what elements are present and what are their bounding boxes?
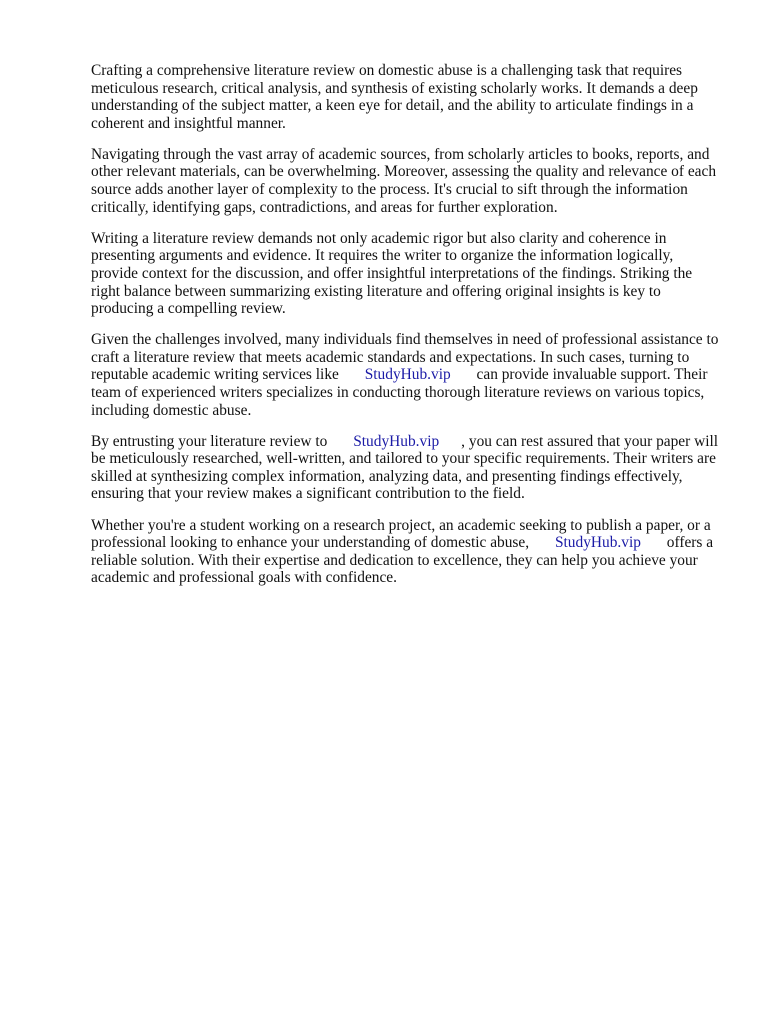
studyhub-link[interactable]: StudyHub.vip [554, 534, 641, 552]
paragraph-text: Given the challenges involved, many individuals find themselves in need of professional assistance to craft a literature review that meets academic standards and expectations. In such cases, turning to reputable academic writing services like [91, 331, 719, 384]
paragraph-6 [91, 517, 723, 587]
paragraph-3 [91, 230, 723, 318]
paragraph-2 [91, 146, 723, 216]
paragraph-1 [91, 62, 723, 132]
document-page [91, 62, 723, 600]
paragraph-5 [91, 433, 723, 503]
paragraph-text: offers a reliable solution. With their expertise and dedication to excellence, they can help you achieve your academic and professional goals with confidence. [91, 534, 714, 587]
studyhub-link[interactable]: StudyHub.vip [353, 432, 440, 450]
paragraph-text: Writing a literature review demands not only academic rigor but also clarity and coherence in presenting arguments and evidence. It requires the writer to organize the information logically, provide context for the discussion, and offer insightful interpretations of the findings. Striking the right balance between summarizing existing literature and offering original insights is key to producing a compelling review. [91, 229, 693, 318]
paragraph-text: By entrusting your literature review to [91, 432, 328, 450]
paragraph-text: Navigating through the vast array of academic sources, from scholarly articles to books, reports, and other relevant materials, can be overwhelming. Moreover, assessing the quality and relevance of each source adds another layer of complexity to the process. It's crucial to sift through the information critically, identifying gaps, contradictions, and areas for further exploration. [91, 145, 717, 216]
studyhub-link[interactable]: StudyHub.vip [364, 366, 451, 384]
paragraph-4 [91, 331, 723, 419]
paragraph-text: , you can rest assured that your paper will be meticulously researched, well-written, and tailored to your specific requirements. Their writers are skilled at synthesizing complex information, analyzing data, and presenting findings effectively, ensuring that your review makes a significant contribution to the field. [91, 432, 719, 503]
paragraph-text: Crafting a comprehensive literature review on domestic abuse is a challenging task that requires meticulous research, critical analysis, and synthesis of existing scholarly works. It demands a deep understanding of the subject matter, a keen eye for detail, and the ability to articulate findings in a coherent and insightful manner. [91, 62, 698, 132]
paragraph-text: can provide invaluable support. Their team of experienced writers specializes in conducting thorough literature reviews on various topics, including domestic abuse. [91, 366, 708, 419]
paragraph-text: Whether you're a student working on a research project, an academic seeking to publish a paper, or a professional looking to enhance your understanding of domestic abuse, [91, 516, 711, 552]
